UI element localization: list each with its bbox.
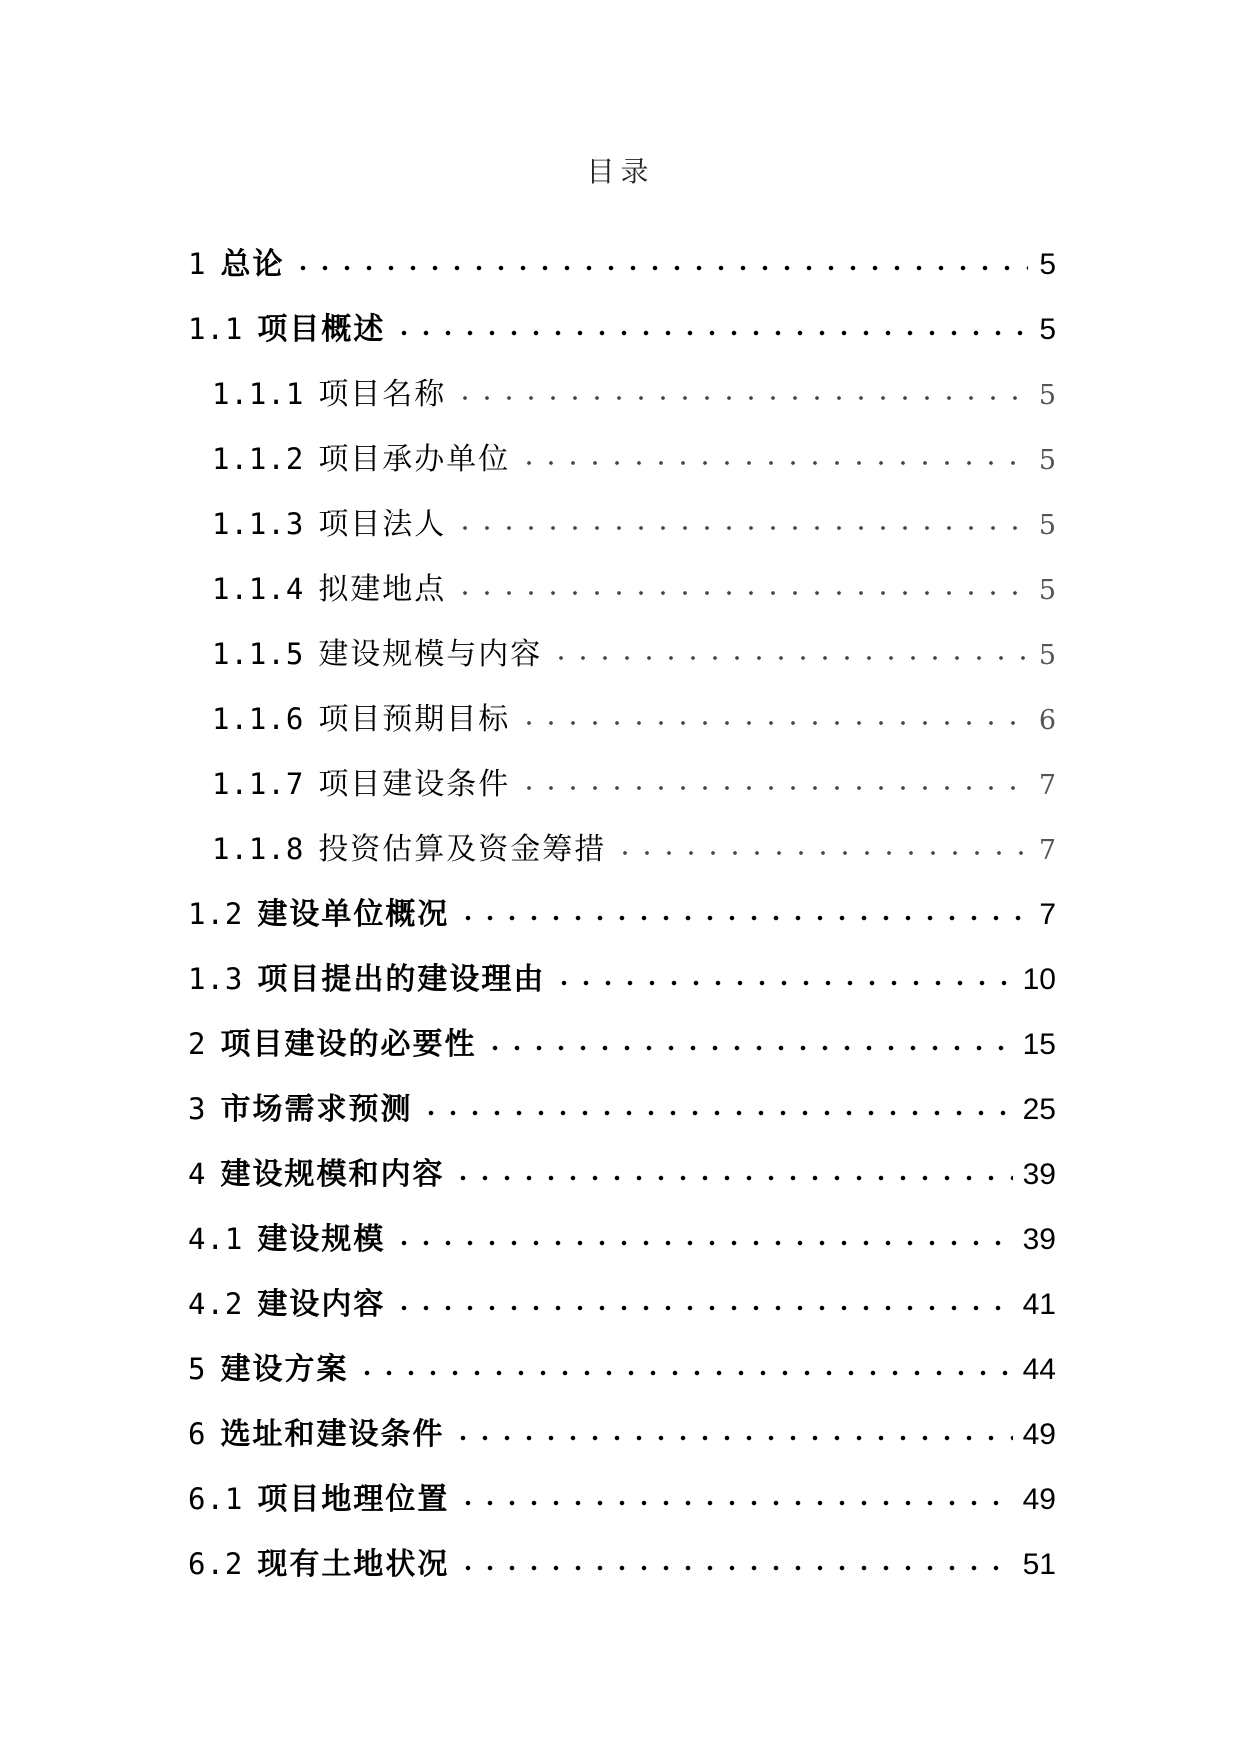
toc-entry-number: 4	[188, 1157, 207, 1191]
toc-entry[interactable]	[188, 1077, 1056, 1142]
toc-entry[interactable]	[188, 1142, 1056, 1207]
toc-entry[interactable]	[188, 427, 1056, 492]
toc-entry-number: 4.1	[188, 1222, 244, 1256]
dot-leader	[454, 567, 1028, 597]
toc-entry-number: 1.1.5	[212, 637, 305, 671]
toc-entry-page-number: 5	[1038, 640, 1056, 671]
toc-entry-label: 项目名称	[318, 377, 447, 412]
toc-entry-page-number: 5	[1038, 380, 1056, 411]
dot-leader	[518, 697, 1028, 727]
toc-entry-number: 1.1.6	[212, 702, 305, 736]
toc-entry-page-number: 51	[1022, 1548, 1056, 1581]
toc-entry-number: 1.1.1	[212, 377, 305, 411]
toc-entry-label: 项目提出的建设理由	[257, 962, 546, 997]
toc-entry-page-number: 49	[1022, 1483, 1056, 1516]
toc-entry-label: 建设规模和内容	[220, 1157, 445, 1192]
toc-entry[interactable]	[188, 232, 1056, 297]
dot-leader	[452, 1412, 1012, 1442]
toc-entry-page-number: 6	[1038, 705, 1056, 736]
toc-entry[interactable]	[188, 297, 1056, 362]
toc-entry-label: 投资估算及资金筹措	[318, 832, 607, 867]
toc-entry-page-number: 49	[1022, 1418, 1056, 1451]
toc-entry-page-number: 5	[1038, 510, 1056, 541]
toc-entry-page-number: 10	[1022, 963, 1056, 996]
toc-entry-number: 2	[188, 1027, 207, 1061]
toc-entry[interactable]	[188, 1467, 1056, 1532]
toc-entry-label: 项目地理位置	[257, 1482, 450, 1517]
toc-entry-number: 6.1	[188, 1482, 244, 1516]
dot-leader	[454, 502, 1028, 532]
dot-leader	[550, 632, 1028, 662]
toc-entry-page-number: 7	[1038, 835, 1056, 866]
toc-entry[interactable]	[188, 362, 1056, 427]
toc-entry[interactable]	[188, 1532, 1056, 1597]
toc-entry-number: 6	[188, 1417, 207, 1451]
toc-entry[interactable]	[188, 947, 1056, 1012]
toc-entry[interactable]	[188, 1207, 1056, 1272]
dot-leader	[393, 307, 1028, 337]
dot-leader	[292, 242, 1028, 272]
dot-leader	[553, 957, 1012, 987]
toc-entry-page-number: 5	[1039, 248, 1056, 281]
toc-entry-number: 4.2	[188, 1287, 244, 1321]
toc-entry-number: 1.1	[188, 312, 244, 346]
toc-entry-number: 1.3	[188, 962, 244, 996]
toc-entry[interactable]	[188, 1272, 1056, 1337]
toc-entry-number: 3	[188, 1092, 207, 1126]
toc-entry[interactable]	[188, 492, 1056, 557]
toc-entry[interactable]	[188, 622, 1056, 687]
table-of-contents	[188, 232, 1056, 1597]
dot-leader	[457, 1477, 1012, 1507]
dot-leader	[518, 437, 1028, 467]
toc-entry-number: 1.1.8	[212, 832, 305, 866]
toc-entry-page-number: 15	[1022, 1028, 1056, 1061]
toc-entry-label: 建设内容	[257, 1287, 386, 1322]
toc-entry-page-number: 5	[1038, 575, 1056, 606]
toc-entry-label: 建设方案	[220, 1352, 349, 1387]
dot-leader	[454, 372, 1028, 402]
toc-entry-number: 5	[188, 1352, 207, 1386]
toc-entry-number: 1.1.2	[212, 442, 305, 476]
toc-entry-number: 1.2	[188, 897, 244, 931]
toc-entry-label: 现有土地状况	[257, 1547, 450, 1582]
toc-entry-label: 项目法人	[318, 507, 447, 542]
dot-leader	[484, 1022, 1012, 1052]
toc-entry-label: 建设规模	[257, 1222, 386, 1257]
toc-entry-label: 拟建地点	[318, 572, 447, 607]
toc-entry-page-number: 5	[1038, 445, 1056, 476]
dot-leader	[452, 1152, 1012, 1182]
dot-leader	[518, 762, 1028, 792]
toc-entry[interactable]	[188, 882, 1056, 947]
toc-entry-number: 1.1.7	[212, 767, 305, 801]
toc-entry-page-number: 7	[1039, 898, 1056, 931]
dot-leader	[420, 1087, 1012, 1117]
toc-entry-page-number: 7	[1038, 770, 1056, 801]
toc-entry[interactable]	[188, 1012, 1056, 1077]
toc-entry-label: 项目承办单位	[318, 442, 511, 477]
toc-entry-number: 1.1.4	[212, 572, 305, 606]
toc-entry-page-number: 39	[1022, 1223, 1056, 1256]
dot-leader	[393, 1217, 1012, 1247]
dot-leader	[393, 1282, 1012, 1312]
toc-entry[interactable]	[188, 557, 1056, 622]
dot-leader	[457, 1542, 1012, 1572]
toc-entry-label: 建设规模与内容	[318, 637, 543, 672]
toc-entry[interactable]	[188, 817, 1056, 882]
toc-entry[interactable]	[188, 1402, 1056, 1467]
dot-leader	[457, 892, 1028, 922]
toc-entry-label: 总论	[220, 247, 285, 282]
toc-entry-number: 1.1.3	[212, 507, 305, 541]
toc-entry-page-number: 44	[1022, 1353, 1056, 1386]
toc-entry[interactable]	[188, 1337, 1056, 1402]
dot-leader	[614, 827, 1028, 857]
toc-title: 目录	[586, 155, 655, 188]
toc-entry-page-number: 5	[1039, 313, 1056, 346]
toc-entry-page-number: 39	[1022, 1158, 1056, 1191]
toc-entry[interactable]	[188, 687, 1056, 752]
toc-entry-label: 选址和建设条件	[220, 1417, 445, 1452]
toc-entry-label: 建设单位概况	[257, 897, 450, 932]
toc-entry-page-number: 41	[1022, 1288, 1056, 1321]
toc-entry-label: 市场需求预测	[220, 1092, 413, 1127]
toc-entry-number: 1	[188, 247, 207, 281]
toc-entry-label: 项目建设条件	[318, 767, 511, 802]
toc-entry-label: 项目概述	[257, 312, 386, 347]
toc-entry-number: 6.2	[188, 1547, 244, 1581]
toc-entry-label: 项目预期目标	[318, 702, 511, 737]
toc-entry[interactable]	[188, 752, 1056, 817]
dot-leader	[356, 1347, 1012, 1377]
toc-entry-label: 项目建设的必要性	[220, 1027, 477, 1062]
toc-entry-page-number: 25	[1022, 1093, 1056, 1126]
